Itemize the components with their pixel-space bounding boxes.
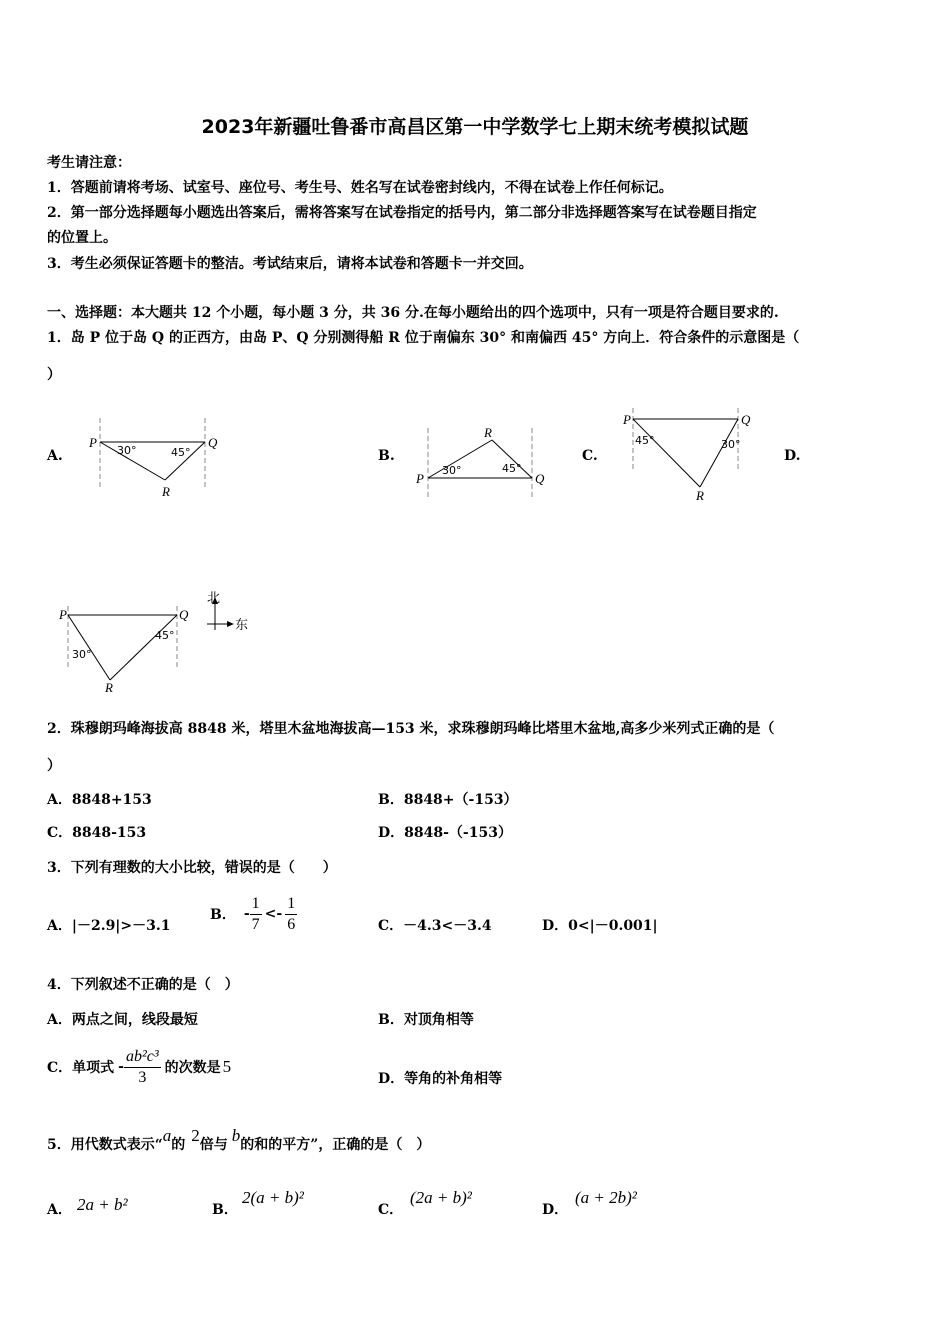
option-c-label: C．单项式: [47, 1060, 115, 1076]
notice-heading: 考生请注意：: [47, 155, 131, 171]
option-d: D．等角的补角相等: [378, 1071, 503, 1087]
page-title: 2023年新疆吐鲁番市高昌区第一中学数学七上期末统考模拟试题: [201, 116, 749, 138]
option-c: [47, 1042, 231, 1092]
angle-45-label: 45°: [502, 462, 522, 475]
option-b: B．对顶角相等: [378, 1012, 474, 1028]
option-a: A．两点之间，线段最短: [47, 1012, 198, 1028]
stem-prefix: 5．用代数式表示“: [47, 1137, 163, 1153]
point-p-label: P: [416, 471, 424, 486]
minus-sign: -: [243, 906, 250, 922]
notice-item: 2．第一部分选择题每小题选出答案后，需将答案写在试卷指定的括号内，第二部分非选择题答案写在试卷题目指定: [47, 205, 757, 221]
angle-45-label: 45°: [155, 629, 175, 642]
option-c: C．－4.3<－3.4: [378, 918, 492, 934]
angle-45-label: 45°: [635, 434, 655, 447]
stem-text: 倍与: [199, 1137, 228, 1153]
option-b: [210, 889, 297, 939]
notice-item: 1．答题前请将考场、试室号、座位号、考生号、姓名写在试卷密封线内，不得在试卷上作任何标记。: [47, 180, 673, 196]
degree-value: 5: [222, 1057, 232, 1076]
angle-30-label: 30°: [442, 464, 462, 477]
numerator: 1: [250, 894, 262, 915]
compass-east-arrowhead: [227, 621, 234, 627]
figure-option-c: [618, 402, 763, 507]
point-q-label: Q: [741, 412, 751, 427]
option-label-c: C.: [582, 448, 598, 464]
option-b-label: B．: [212, 1202, 238, 1218]
point-q-label: Q: [179, 607, 189, 622]
option-c: C．8848-153: [47, 825, 147, 841]
option-label-a: A.: [47, 448, 63, 464]
numerator: 1: [285, 894, 297, 915]
option-d-label: D．: [542, 1202, 569, 1218]
option-a-expression: 2a + b²: [77, 1195, 128, 1214]
minus-sign: -: [118, 1059, 124, 1075]
angle-30-label: 30°: [117, 444, 137, 457]
fraction-1-6: [285, 894, 297, 935]
variable-b: b: [231, 1126, 241, 1145]
point-r-label: R: [105, 680, 113, 695]
option-a: A．|－2.9|>－3.1: [47, 918, 171, 934]
question-2-close: ）: [47, 758, 61, 774]
compass-north-label: 北: [207, 591, 221, 606]
stem-suffix: 的和的平方”，正确的是（ ）: [240, 1137, 431, 1153]
option-label-b: B.: [378, 448, 395, 464]
compass-east-label: 东: [235, 618, 249, 633]
variable-a: a: [162, 1126, 172, 1145]
point-p-label: P: [89, 435, 97, 450]
question-3-stem: 3．下列有理数的大小比较，错误的是（ ）: [47, 860, 337, 876]
numerator: ab²c³: [124, 1047, 161, 1068]
notice-item: 3．考生必须保证答题卡的整洁。考试结束后，请将本试卷和答题卡一并交回。: [47, 256, 533, 272]
figure-option-d: [55, 588, 260, 698]
option-b-expression: 2(a + b)²: [242, 1188, 304, 1207]
angle-30-label: 30°: [72, 648, 92, 661]
point-r-label: R: [484, 425, 492, 440]
option-d: D．8848-（-153）: [378, 825, 512, 841]
angle-45-label: 45°: [171, 446, 191, 459]
question-1-close: ）: [47, 367, 61, 383]
figure-option-b: [410, 420, 555, 505]
number-two: 2: [191, 1126, 200, 1145]
option-b: B．8848+（-153）: [378, 792, 518, 808]
option-c-label: C．: [378, 1202, 404, 1218]
question-2-stem: 2．珠穆朗玛峰海拔高 8848 米，塔里木盆地海拔高—153 米，求珠穆朗玛峰比塔里木盆地,高多少米列式正确的是（: [47, 721, 775, 737]
fraction-1-7: [250, 894, 262, 935]
degree-text: 的次数是: [164, 1060, 221, 1076]
point-p-label: P: [59, 607, 67, 622]
option-label-d: D.: [784, 448, 801, 464]
stem-text: 的: [171, 1137, 186, 1153]
point-r-label: R: [696, 488, 704, 503]
question-1-stem: 1．岛 P 位于岛 Q 的正西方，由岛 P、Q 分别测得船 R 位于南偏东 30° 和南偏西 45° 方向上．符合条件的示意图是（: [47, 330, 800, 346]
option-c-expression: (2a + b)²: [410, 1188, 472, 1207]
point-p-label: P: [623, 412, 631, 427]
denominator: 7: [251, 915, 260, 933]
notice-item: 的位置上。: [47, 230, 117, 246]
option-b-label: B．: [210, 907, 236, 923]
question-4-stem: 4．下列叙述不正确的是（ ）: [47, 977, 239, 993]
option-a: A．8848+153: [47, 792, 152, 808]
point-q-label: Q: [208, 435, 218, 450]
angle-30-label: 30°: [721, 438, 741, 451]
option-a-label: A．: [47, 1202, 72, 1218]
option-d: D．0<|－0.001|: [542, 918, 658, 934]
option-d-expression: (a + 2b)²: [575, 1188, 637, 1207]
denominator: 3: [138, 1068, 147, 1086]
point-q-label: Q: [535, 471, 545, 486]
figure-option-a: [85, 410, 225, 505]
less-than-sign: <-: [264, 906, 283, 922]
monomial-fraction: [124, 1047, 161, 1088]
section-heading: 一、选择题：本大题共 12 个小题，每小题 3 分，共 36 分.在每小题给出的四个选项中，只有一项是符合题目要求的.: [47, 305, 779, 321]
point-r-label: R: [162, 484, 170, 499]
question-5-stem: [47, 1126, 430, 1162]
denominator: 6: [287, 915, 296, 933]
